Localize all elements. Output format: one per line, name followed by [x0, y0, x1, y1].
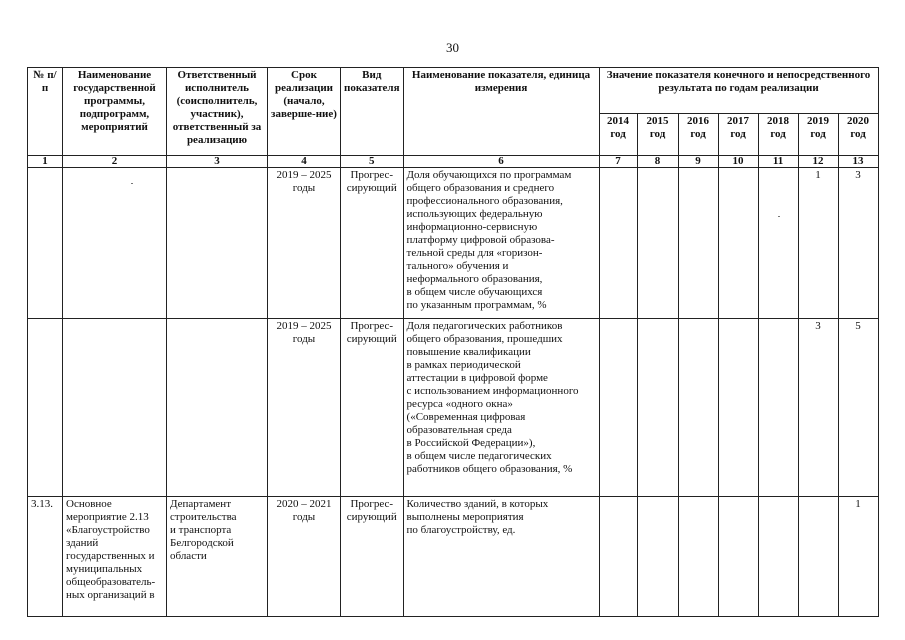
indicators-table [27, 67, 879, 617]
header-year: 2015 год [637, 114, 678, 156]
column-number: 8 [637, 156, 678, 168]
row-value [798, 497, 838, 617]
row-value [718, 319, 758, 497]
table-row [28, 497, 879, 617]
row-indicator: Доля обучающихся по программам общего образования и среднего профессионального образования, использующих федеральную информационно-сервисную платформу цифровой образова- тельной среды для «горизон- тального» обучения и неформального образования, в общем числе обучающихся по указанным программам, % [403, 168, 599, 319]
row-value [718, 168, 758, 319]
column-number: 7 [599, 156, 637, 168]
row-value: 3 [798, 319, 838, 497]
table-row [28, 319, 879, 497]
row-num [28, 168, 63, 319]
column-number: 13 [838, 156, 878, 168]
page-number: 30 [446, 40, 459, 55]
row-term: 2019 – 2025 годы [268, 168, 341, 319]
row-name [63, 168, 167, 319]
header-kind: Вид показателя [341, 68, 404, 156]
scan-speck [778, 216, 780, 217]
header-year: 2018 год [758, 114, 798, 156]
header-year: 2017 год [718, 114, 758, 156]
scan-speck [131, 183, 133, 184]
row-name: Основное мероприятие 2.13 «Благоустройство зданий государственных и муниципальных общеобразователь- ных организаций в [63, 497, 167, 617]
row-kind: Прогрес-сирующий [341, 168, 404, 319]
header-values: Значение показателя конечного и непосредственного результата по годам реализации [599, 68, 878, 114]
column-number: 5 [341, 156, 404, 168]
row-value: 5 [838, 319, 878, 497]
header-responsible: Ответственный исполнитель (соисполнитель, участник), ответственный за реализацию [167, 68, 268, 156]
row-value [678, 497, 718, 617]
column-number: 1 [28, 156, 63, 168]
header-num: № п/п [28, 68, 63, 156]
row-value [599, 497, 637, 617]
row-value [637, 497, 678, 617]
header-indicator: Наименование показателя, единица измерения [403, 68, 599, 156]
column-number: 6 [403, 156, 599, 168]
column-number: 10 [718, 156, 758, 168]
row-responsible: Департамент строительства и транспорта Белгородской области [167, 497, 268, 617]
column-number: 4 [268, 156, 341, 168]
row-num [28, 319, 63, 497]
row-value [718, 497, 758, 617]
row-value [599, 319, 637, 497]
row-value [599, 168, 637, 319]
row-term: 2019 – 2025 годы [268, 319, 341, 497]
row-value [758, 168, 798, 319]
column-numbers-row [28, 156, 879, 168]
row-indicator: Количество зданий, в которых выполнены мероприятия по благоустройству, ед. [403, 497, 599, 617]
column-number: 11 [758, 156, 798, 168]
column-number: 2 [63, 156, 167, 168]
header-year: 2020 год [838, 114, 878, 156]
column-number: 12 [798, 156, 838, 168]
row-value [637, 319, 678, 497]
column-number: 9 [678, 156, 718, 168]
row-responsible [167, 168, 268, 319]
row-value: 1 [798, 168, 838, 319]
row-value [637, 168, 678, 319]
column-number: 3 [167, 156, 268, 168]
row-kind: Прогрес-сирующий [341, 319, 404, 497]
row-name [63, 319, 167, 497]
row-indicator: Доля педагогических работников общего образования, прошедших повышение квалификации в рамках периодической аттестации в цифровой форме с использованием информационного ресурса «одного окна» («Современная цифровая образовательная среда в Российской Федерации»), в общем числе педагогических работников общего образования, % [403, 319, 599, 497]
row-value [758, 497, 798, 617]
row-value: 1 [838, 497, 878, 617]
row-responsible [167, 319, 268, 497]
row-value: 3 [838, 168, 878, 319]
table-row [28, 168, 879, 319]
header-term: Срок реализации (начало, заверше-ние) [268, 68, 341, 156]
row-value [678, 319, 718, 497]
header-year: 2019 год [798, 114, 838, 156]
row-value [758, 319, 798, 497]
row-term: 2020 – 2021 годы [268, 497, 341, 617]
header-year: 2014 год [599, 114, 637, 156]
row-num: 3.13. [28, 497, 63, 617]
header-year: 2016 год [678, 114, 718, 156]
row-kind: Прогрес-сирующий [341, 497, 404, 617]
row-value [678, 168, 718, 319]
header-name: Наименование государственной программы, подпрограмм, мероприятий [63, 68, 167, 156]
